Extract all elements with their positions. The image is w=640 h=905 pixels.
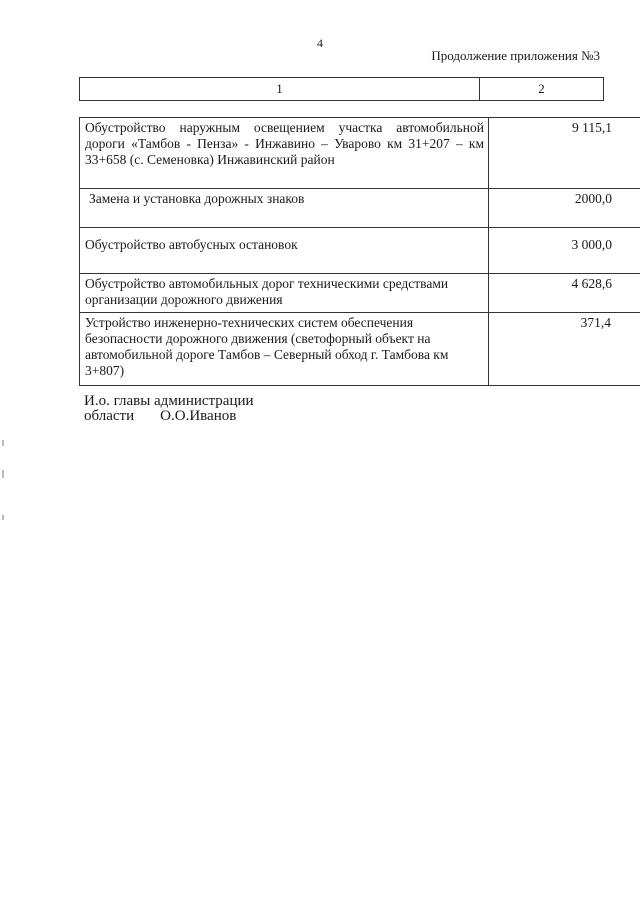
row-value: 4 628,6	[489, 274, 640, 313]
row-value: 2000,0	[489, 189, 640, 228]
column-number-header	[79, 77, 604, 101]
continuation-note: Продолжение приложения №3	[431, 48, 600, 63]
table-row	[80, 118, 640, 189]
row-value: 9 115,1	[489, 118, 640, 189]
expenses-table	[79, 117, 640, 386]
scan-artifact	[2, 515, 4, 520]
row-description: Обустройство автомобильных дорог техническими средствами организации дорожного движения	[80, 274, 489, 313]
row-description: Замена и установка дорожных знаков	[80, 189, 489, 228]
row-description: Обустройство автобусных остановок	[80, 228, 489, 274]
signature-line	[84, 409, 254, 424]
signature-block	[84, 394, 254, 424]
scan-artifact	[2, 440, 4, 446]
signature-title: И.о. главы администрации	[84, 393, 254, 409]
scan-artifact	[2, 470, 4, 478]
table-row	[80, 313, 640, 386]
row-description: Устройство инженерно-технических систем обеспечения безопасности дорожного движения (светофорный объект на автомобильной дороге Тамбов – Северный обход г. Тамбова км 3+807)	[80, 313, 489, 386]
page-number: 4	[317, 36, 323, 50]
signature-region: области	[84, 408, 135, 424]
row-description: Обустройство наружным освещением участка автомобильной дороги «Тамбов - Пенза» - Инжавино – Уварово км 31+207 – км 33+658 (с. Семеновка) Инжавинский район	[80, 118, 489, 189]
row-value: 371,4	[489, 313, 640, 386]
row-value: 3 000,0	[489, 228, 640, 274]
column-1-header: 1	[80, 78, 480, 101]
table-row	[80, 228, 640, 274]
table-row	[80, 274, 640, 313]
signature-name: О.О.Иванов	[160, 408, 237, 424]
column-2-header: 2	[480, 78, 604, 101]
table-row	[80, 189, 640, 228]
